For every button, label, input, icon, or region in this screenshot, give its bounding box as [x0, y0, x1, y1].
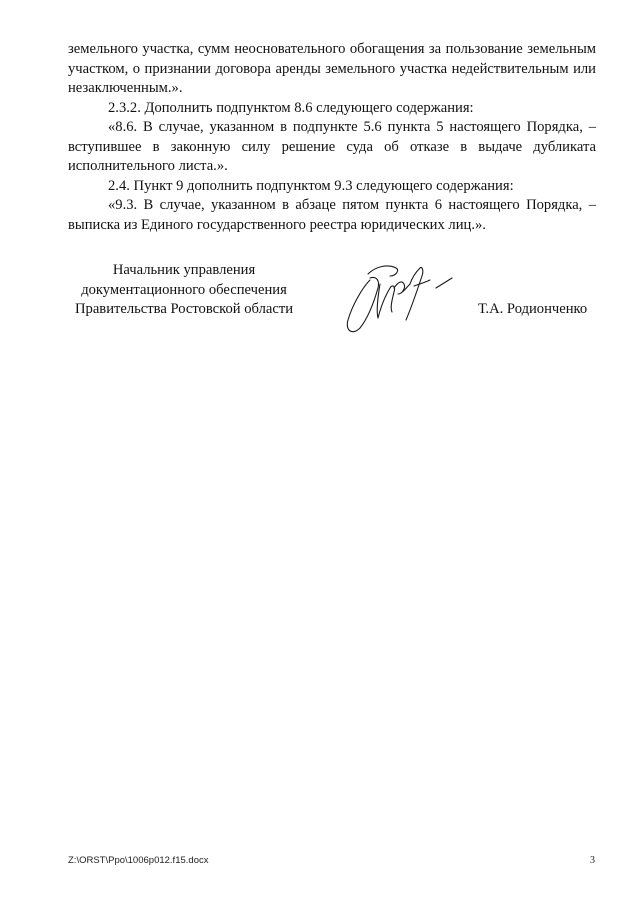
paragraph-continuation: земельного участка, сумм неосновательного обогащения за пользование земельным участком, о признании договора аренды земельного участка недействительным или незаключенным.».	[68, 41, 596, 96]
paragraph-8-6: «8.6. В случае, указанном в подпункте 5.6 пункта 5 настоящего Порядка, – вступившее в законную силу решение суда об отказе в выдаче дубликата исполнительного листа.».	[68, 119, 596, 174]
paragraph-9-3: «9.3. В случае, указанном в абзаце пятом пункта 6 настоящего Порядка, – выписка из Единого государственного реестра юридических лиц.».	[68, 197, 596, 233]
signer-position-line-1: Начальник управления	[112, 262, 256, 278]
signer-position-line-2: документационного обеспечения	[81, 281, 287, 298]
signature-block	[0, 258, 640, 348]
footer-file-path: Z:\ORST\Ppo\1006p012.f15.docx	[68, 855, 209, 866]
paragraph-2-3-2: 2.3.2. Дополнить подпунктом 8.6 следующего содержания:	[108, 99, 474, 116]
signer-name: Т.А. Родионченко	[478, 301, 588, 317]
document-body	[68, 40, 596, 235]
page-number: 3	[590, 855, 595, 866]
signer-position	[66, 261, 302, 320]
signer-position-line-3: Правительства Ростовской области	[74, 301, 294, 317]
paragraph-2-4: 2.4. Пункт 9 дополнить подпунктом 9.3 следующего содержания:	[108, 177, 514, 194]
handwritten-signature	[340, 258, 460, 340]
